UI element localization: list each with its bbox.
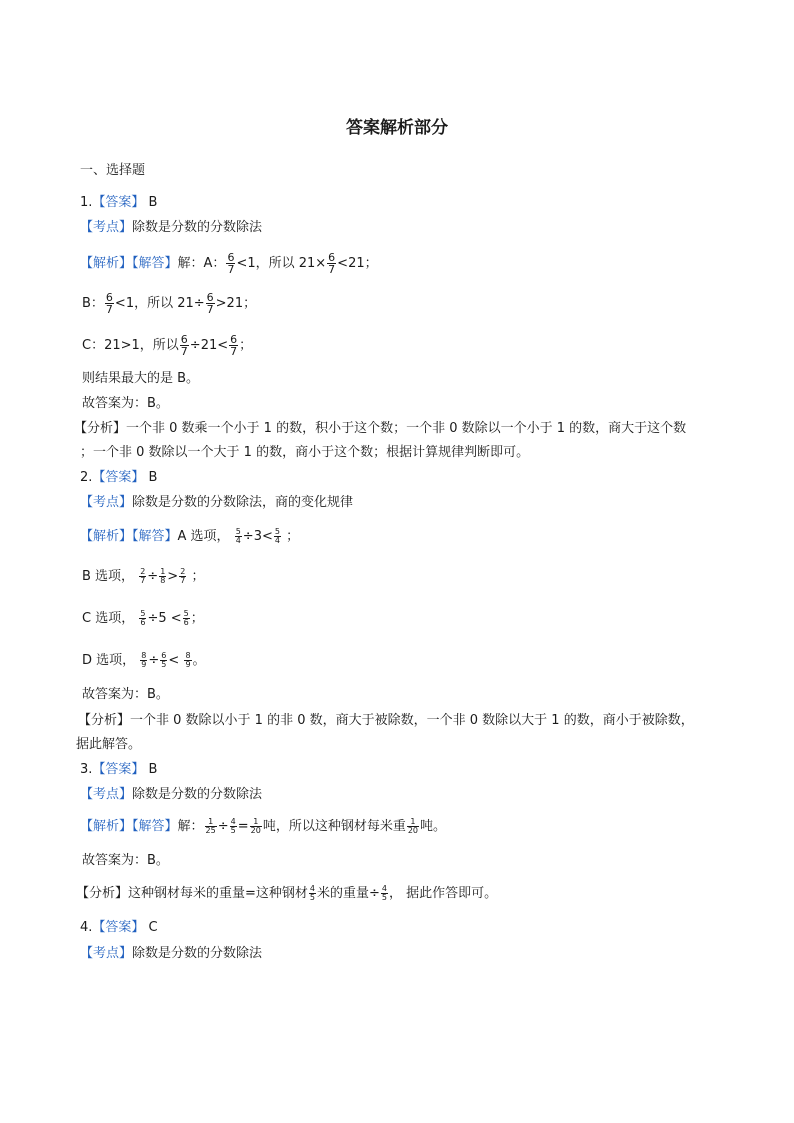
fraction: $\frac{5}{4}$ [274,527,280,545]
q1-number: 1. [80,195,93,210]
q2-knowledge-point [80,494,353,512]
q2-fenxi-line2: 据此解答。 [76,737,142,752]
q1-answer-tag: 【答案】 [92,195,145,210]
fraction: $\frac{6}{7}$ [227,251,235,276]
q2-b-pre: B 选项， [82,569,135,584]
q4-answer-line [80,919,158,937]
q1-fenxi-line2: ；一个非 0 数除以一个大于 1 的数，商小于这个数；根据计算规律判断即可。 [80,445,530,460]
q3-mid: 吨，所以这种钢材每米重 [262,819,406,834]
q4-answer: C [144,920,158,935]
q1-analysis-c [82,334,252,357]
fraction: $\frac{1}{20}$ [250,817,261,835]
q3-fx-pre: 这种钢材每米的重量=这种钢材 [128,886,308,901]
q1-jd-tag: 【解答】 [132,256,178,271]
q3-op: ÷ [217,819,229,834]
q1-c-post: ； [239,338,253,353]
q1-c-mid: ÷21< [189,338,229,353]
q2-analysis-c [82,610,204,628]
q3-number: 3. [80,762,93,777]
q1-kp-text: 除数是分数的分数除法 [132,220,263,235]
fraction: $\frac{2}{7}$ [140,567,146,585]
q2-d-post: 。 [192,653,206,668]
q2-analysis-d [82,652,206,670]
q1-b-post: >21； [215,296,257,311]
fraction: $\frac{1}{20}$ [407,817,419,835]
q4-number: 4. [80,920,93,935]
q3-fx-tag: 【分析】 [76,886,129,901]
q3-fx-post: ， 据此作答即可。 [389,886,498,901]
q2-answer-tag: 【答案】 [92,470,145,485]
q1-b-pre: B： [82,296,104,311]
q2-kp-tag: 【考点】 [80,495,133,510]
q1-knowledge-point [80,219,262,237]
q1-fenxi-line1 [74,420,686,438]
fraction: $\frac{4}{5}$ [381,884,388,902]
q1-analysis-a [80,252,378,275]
q1-analysis-b [82,292,256,315]
q1-a-mid: <1，所以 21× [236,256,327,271]
q4-kp-tag: 【考点】 [80,946,133,961]
q2-kp-text: 除数是分数的分数除法，商的变化规律 [132,495,354,510]
q2-b-post: ； [191,569,205,584]
fraction: $\frac{6}{5}$ [161,651,167,669]
q2-b-cmp: > [167,569,179,584]
q2-answer: B [144,470,158,485]
q3-analysis [80,818,446,836]
q3-fx-mid: 米的重量÷ [317,886,380,901]
q2-c-post: ； [190,611,204,626]
q1-a-pre: 解：A： [177,256,226,271]
section-heading: 一、选择题 [80,163,146,178]
q2-analysis-a [80,528,299,546]
fraction: $\frac{6}{7}$ [206,291,214,316]
q3-answer: B [144,762,158,777]
fraction: $\frac{4}{5}$ [309,884,316,902]
q2-d-pre: D 选项， [82,653,136,668]
fraction: $\frac{6}{7}$ [328,251,336,276]
q3-pre: 解： [177,819,204,834]
q1-final-answer: 故答案为：B。 [82,396,169,411]
q2-c-mid: ÷5 < [147,611,182,626]
q1-jx-tag: 【解析】 [80,256,133,271]
q2-c-pre: C 选项， [82,611,135,626]
fraction: $\frac{6}{7}$ [230,333,238,358]
q2-a-mid: ÷3< [242,529,273,544]
q4-answer-tag: 【答案】 [92,920,145,935]
q2-a-post: ； [286,529,300,544]
q1-answer: B [144,195,158,210]
q3-eq: = [237,819,249,834]
q3-answer-tag: 【答案】 [92,762,145,777]
q1-c-pre: C：21>1，所以 [82,338,179,353]
q4-knowledge-point [80,945,262,963]
q3-kp-text: 除数是分数的分数除法 [132,787,263,802]
fraction: $\frac{5}{6}$ [140,609,146,627]
q3-post: 吨。 [420,819,447,834]
q2-number: 2. [80,470,93,485]
q1-fx-text1: 一个非 0 数乘一个小于 1 的数，积小于这个数；一个非 0 数除以一个小于 1 的数，商大于这个数 [126,421,687,436]
q2-fenxi-line1 [78,712,694,730]
q4-kp-text: 除数是分数的分数除法 [132,946,263,961]
q3-kp-tag: 【考点】 [80,787,133,802]
q2-a-pre: A 选项， [177,529,230,544]
q2-answer-line [80,469,157,487]
q2-jd-tag: 【解答】 [132,529,178,544]
q2-fx-text1: 一个非 0 数除以小于 1 的非 0 数，商大于被除数，一个非 0 数除以大于 1 的数，商小于被除数， [130,713,694,728]
q2-analysis-b [82,568,204,586]
q2-b-op: ÷ [147,569,159,584]
q3-jd-tag: 【解答】 [132,819,178,834]
q2-fx-tag: 【分析】 [78,713,131,728]
fraction: $\frac{5}{4}$ [235,527,241,545]
q1-a-post: <21； [337,256,378,271]
q3-answer-line [80,761,157,779]
q2-d-cmp: < [168,653,180,668]
q2-final-answer: 故答案为：B。 [82,687,169,702]
q3-knowledge-point [80,786,262,804]
fraction: $\frac{1}{25}$ [205,817,216,835]
q3-final-answer: 故答案为：B。 [82,853,169,868]
fraction: $\frac{5}{6}$ [183,609,189,627]
fraction: $\frac{1}{8}$ [160,567,166,585]
q3-fenxi [76,885,497,903]
fraction: $\frac{6}{7}$ [105,291,113,316]
q1-answer-line [80,194,157,212]
fraction: $\frac{2}{7}$ [180,567,186,585]
page-title: 答案解析部分 [346,118,448,138]
q1-b-mid: <1，所以 21÷ [114,296,205,311]
fraction: $\frac{8}{9}$ [185,651,191,669]
q1-fx-tag: 【分析】 [74,421,127,436]
q2-d-op: ÷ [148,653,160,668]
fraction: $\frac{8}{9}$ [141,651,147,669]
fraction: $\frac{6}{7}$ [180,333,188,358]
q3-jx-tag: 【解析】 [80,819,133,834]
fraction: $\frac{4}{5}$ [230,817,236,835]
q2-jx-tag: 【解析】 [80,529,133,544]
q1-kp-tag: 【考点】 [80,220,133,235]
q1-result: 则结果最大的是 B。 [82,371,200,386]
